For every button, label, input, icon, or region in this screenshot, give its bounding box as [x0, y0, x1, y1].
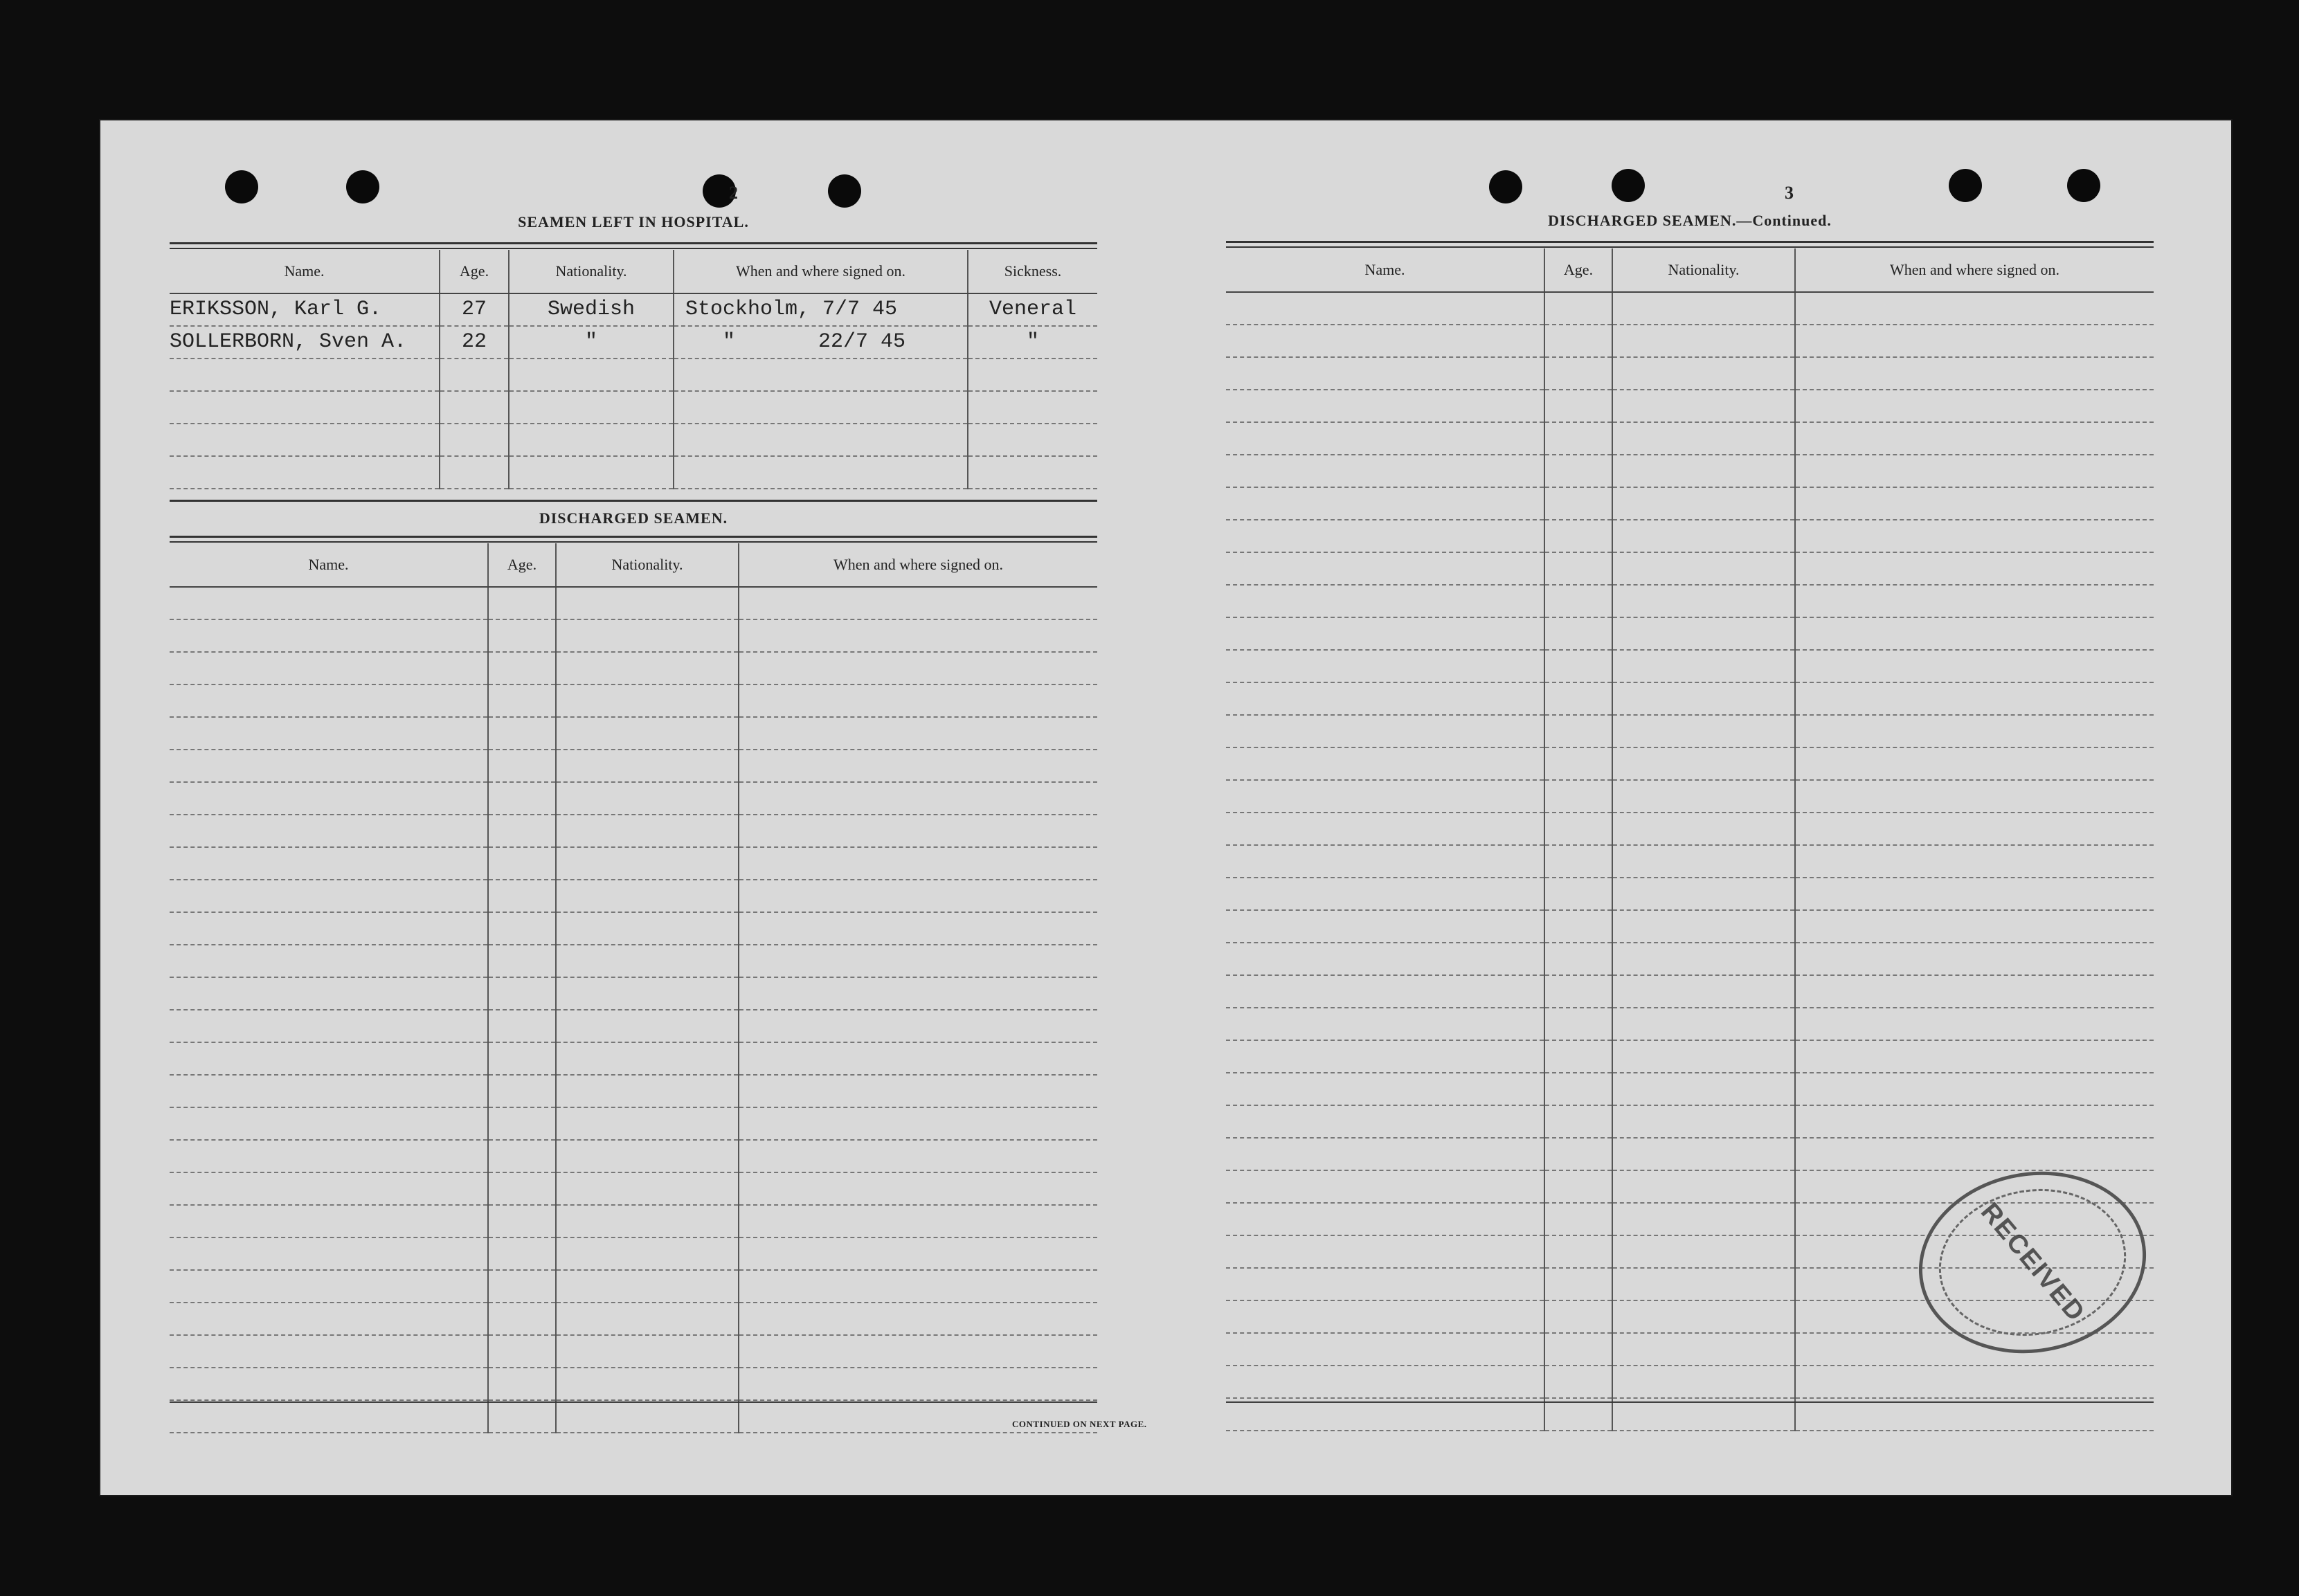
column-header-sickness: Sickness. — [968, 250, 1097, 293]
table-row — [170, 1172, 1097, 1205]
punch-hole — [828, 174, 861, 208]
seaman-name: ERIKSSON, Karl G. — [170, 298, 382, 321]
punch-hole — [346, 170, 379, 203]
table-row — [1226, 715, 2154, 747]
rule — [1226, 1401, 2154, 1403]
seaman-age: 27 — [461, 298, 487, 321]
table-row — [170, 293, 1097, 326]
table-row — [1226, 1366, 2154, 1398]
table-row — [170, 1335, 1097, 1368]
right-page — [1226, 120, 2202, 1495]
table-row — [170, 880, 1097, 912]
rule — [170, 248, 1097, 249]
table-row — [170, 391, 1097, 424]
table-row — [1226, 357, 2154, 390]
table-row — [1226, 325, 2154, 357]
table-row — [1226, 422, 2154, 455]
stamp-text: RECEIVED — [1974, 1197, 2091, 1327]
seaman-age: 22 — [461, 330, 487, 354]
rule — [1226, 241, 2154, 243]
register-sheet — [100, 120, 2231, 1495]
table-row — [1226, 1105, 2154, 1138]
table-row — [1226, 878, 2154, 910]
table-row — [1226, 552, 2154, 585]
rule — [170, 536, 1097, 538]
table-row — [1226, 650, 2154, 682]
discharged-table — [170, 543, 1097, 1433]
punch-hole — [1489, 170, 1522, 203]
table-row — [170, 945, 1097, 977]
column-header-name: Name. — [1226, 248, 1544, 292]
table-row — [1226, 943, 2154, 975]
punch-hole — [1949, 169, 1982, 202]
table-row — [170, 1042, 1097, 1075]
table-row — [1226, 292, 2154, 325]
column-header-name: Name. — [170, 250, 440, 293]
table-row — [170, 587, 1097, 619]
column-header-nationality: Nationality. — [1612, 248, 1795, 292]
table-row — [170, 1400, 1097, 1433]
table-row — [1226, 1073, 2154, 1105]
table-row — [1226, 487, 2154, 520]
table-row — [1226, 682, 2154, 715]
signed-on-place: " — [723, 330, 736, 354]
seaman-name: SOLLERBORN, Sven A. — [170, 330, 407, 354]
hospital-table — [170, 250, 1097, 489]
table-row — [1226, 747, 2154, 780]
table-row — [1226, 1138, 2154, 1170]
rule — [170, 1401, 1097, 1403]
table-row — [1226, 910, 2154, 943]
rule — [170, 242, 1097, 244]
table-row — [1226, 1040, 2154, 1073]
column-header-nationality: Nationality. — [509, 250, 674, 293]
column-header-signed-on: When and where signed on. — [674, 250, 968, 293]
page-number: 2 — [729, 183, 738, 203]
column-header-nationality: Nationality. — [556, 543, 739, 587]
table-row — [170, 912, 1097, 945]
table-row — [170, 782, 1097, 815]
seaman-nationality: Swedish — [547, 298, 635, 321]
signed-on-place: Stockholm, — [685, 298, 811, 321]
signed-on-date: 22/7 45 — [818, 330, 906, 354]
sickness: Veneral — [989, 298, 1077, 321]
column-header-age: Age. — [1544, 248, 1612, 292]
table-row — [170, 359, 1097, 391]
table-row — [170, 1303, 1097, 1335]
table-row — [1226, 585, 2154, 617]
sickness: " — [1026, 330, 1039, 354]
column-header-signed-on: When and where signed on. — [739, 543, 1097, 587]
column-header-name: Name. — [170, 543, 488, 587]
table-row — [1226, 975, 2154, 1008]
table-row — [170, 619, 1097, 652]
table-row — [170, 750, 1097, 782]
signed-on-date: 7/7 45 — [822, 298, 898, 321]
table-row — [170, 1237, 1097, 1270]
punch-hole — [2067, 169, 2100, 202]
table-row — [170, 1107, 1097, 1140]
punch-hole — [1612, 169, 1645, 202]
table-row — [170, 1205, 1097, 1237]
column-header-age: Age. — [488, 543, 556, 587]
table-row — [170, 847, 1097, 880]
rule — [170, 500, 1097, 502]
rule — [170, 541, 1097, 543]
table-row — [1226, 455, 2154, 487]
table-row — [1226, 1008, 2154, 1040]
table-row — [170, 1270, 1097, 1303]
table-row — [170, 977, 1097, 1010]
table-row — [170, 424, 1097, 456]
table-row — [170, 1368, 1097, 1400]
column-header-signed-on: When and where signed on. — [1795, 248, 2154, 292]
punch-hole — [225, 170, 258, 203]
table-row — [170, 1140, 1097, 1172]
continued-note: CONTINUED ON NEXT PAGE. — [1012, 1419, 1147, 1429]
discharged-section-title: DISCHARGED SEAMEN. — [539, 509, 728, 527]
table-row — [170, 652, 1097, 684]
table-row — [1226, 845, 2154, 878]
table-row — [1226, 780, 2154, 813]
column-header-age: Age. — [440, 250, 509, 293]
left-page — [170, 120, 1201, 1495]
seaman-nationality: " — [584, 330, 597, 354]
table-row — [170, 815, 1097, 847]
table-row — [1226, 1398, 2154, 1431]
table-row — [170, 684, 1097, 717]
table-row — [170, 456, 1097, 489]
table-row — [170, 326, 1097, 359]
table-row — [1226, 813, 2154, 845]
hospital-section-title: SEAMEN LEFT IN HOSPITAL. — [518, 213, 749, 230]
rule — [1226, 246, 2154, 248]
table-row — [1226, 520, 2154, 552]
table-row — [1226, 617, 2154, 650]
page-number: 3 — [1785, 183, 1794, 203]
table-row — [170, 1010, 1097, 1042]
discharged-continued-title: DISCHARGED SEAMEN.—Continued. — [1548, 212, 1832, 229]
table-row — [1226, 390, 2154, 422]
table-row — [170, 717, 1097, 750]
table-row — [170, 1075, 1097, 1107]
